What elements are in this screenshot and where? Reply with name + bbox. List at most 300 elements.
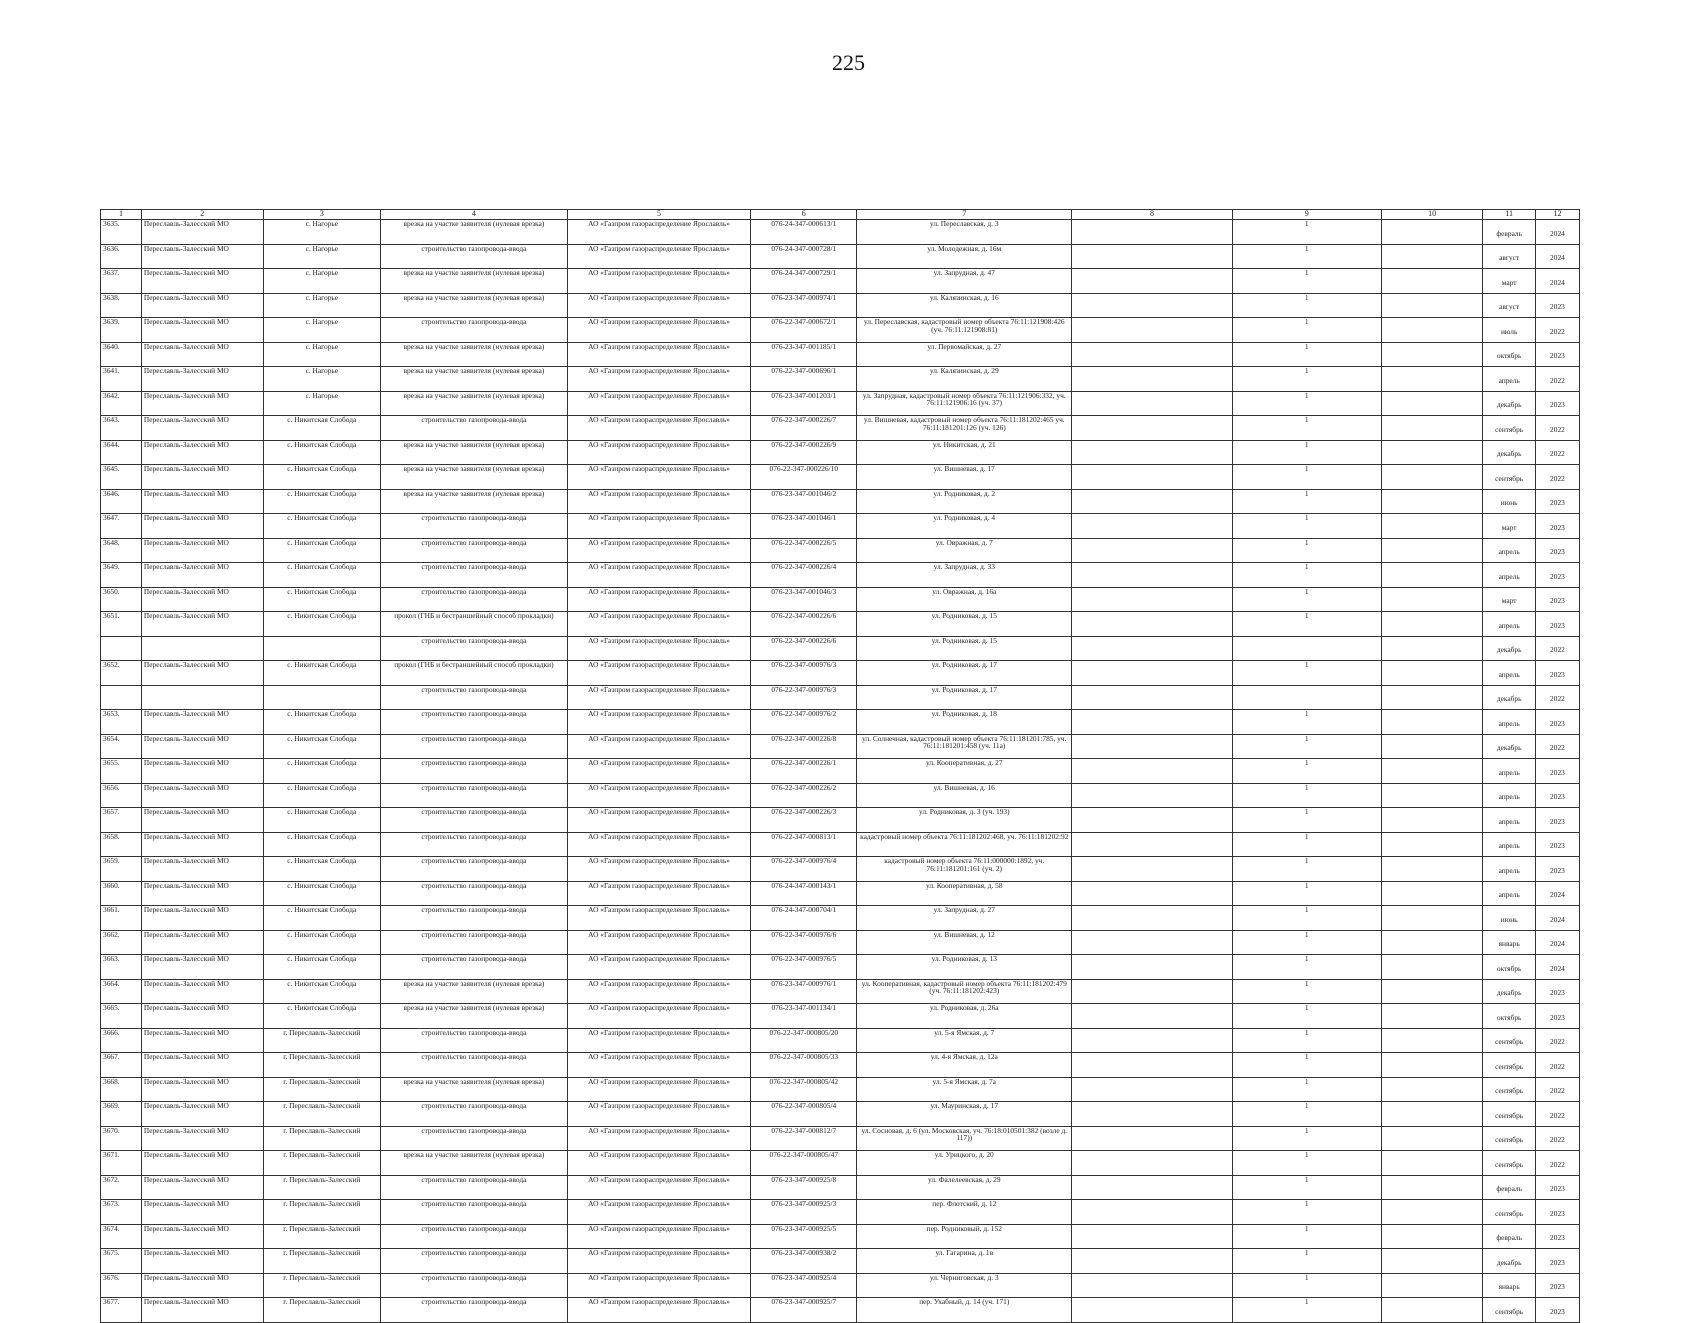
- organization-cell: АО «Газпром газораспределение Ярославль»: [567, 881, 751, 906]
- table-row: [101, 538, 1580, 563]
- quantity-cell: 1: [1232, 1273, 1381, 1298]
- settlement-cell: с. Нагорье: [263, 244, 380, 269]
- organization-cell: АО «Газпром газораспределение Ярославль»: [567, 293, 751, 318]
- municipality-cell: Переславль-Залесский МО: [141, 759, 263, 784]
- organization-cell: АО «Газпром газораспределение Ярославль»: [567, 1102, 751, 1127]
- municipality-cell: Переславль-Залесский МО: [141, 1224, 263, 1249]
- month-cell: сентябрь: [1483, 1126, 1535, 1151]
- work-type-cell: строительство газопровода-ввода: [381, 538, 568, 563]
- quantity-cell: 1: [1232, 881, 1381, 906]
- work-type-cell: врезка на участке заявителя (нулевая врезка): [381, 979, 568, 1004]
- quantity-cell: 1: [1232, 293, 1381, 318]
- organization-cell: АО «Газпром газораспределение Ярославль»: [567, 244, 751, 269]
- table-row: [101, 318, 1580, 343]
- column-10-cell: [1381, 342, 1483, 367]
- column-number: 11: [1483, 210, 1535, 220]
- column-number: 6: [751, 210, 857, 220]
- address-cell: ул. Родниковая, д. 4: [857, 514, 1072, 539]
- organization-cell: АО «Газпром газораспределение Ярославль»: [567, 979, 751, 1004]
- settlement-cell: с. Нагорье: [263, 293, 380, 318]
- column-8-cell: [1072, 1249, 1232, 1274]
- row-number-cell: 3637.: [101, 269, 142, 294]
- settlement-cell: г. Переславль-Залесский: [263, 1102, 380, 1127]
- column-10-cell: [1381, 881, 1483, 906]
- month-cell: июль: [1483, 318, 1535, 343]
- settlement-cell: с. Никитская Слобода: [263, 734, 380, 759]
- quantity-cell: 1: [1232, 1175, 1381, 1200]
- application-code-cell: 076-22-347-000805/4: [751, 1102, 857, 1127]
- application-code-cell: 076-23-347-001046/3: [751, 587, 857, 612]
- row-number-cell: 3663.: [101, 955, 142, 980]
- quantity-cell: 1: [1232, 832, 1381, 857]
- row-number-cell: 3640.: [101, 342, 142, 367]
- address-cell: ул. Запрудная, кадастровый номер объекта 76:11:121906:332, уч. 76:11:121906:16 (уч. 37): [857, 391, 1072, 416]
- month-cell: февраль: [1483, 1175, 1535, 1200]
- work-type-cell: строительство газопровода-ввода: [381, 1028, 568, 1053]
- row-number-cell: 3676.: [101, 1273, 142, 1298]
- column-8-cell: [1072, 440, 1232, 465]
- work-type-cell: строительство газопровода-ввода: [381, 1126, 568, 1151]
- month-cell: февраль: [1483, 220, 1535, 245]
- column-number: 5: [567, 210, 751, 220]
- organization-cell: АО «Газпром газораспределение Ярославль»: [567, 514, 751, 539]
- municipality-cell: Переславль-Залесский МО: [141, 1273, 263, 1298]
- table-row: [101, 906, 1580, 931]
- row-number-cell: 3666.: [101, 1028, 142, 1053]
- column-8-cell: [1072, 783, 1232, 808]
- page-number: 225: [832, 50, 865, 75]
- row-number-cell: 3672.: [101, 1175, 142, 1200]
- application-code-cell: 076-22-347-000226/9: [751, 440, 857, 465]
- quantity-cell: 1: [1232, 220, 1381, 245]
- application-code-cell: 076-22-347-000813/1: [751, 832, 857, 857]
- address-cell: пер. Ухабный, д. 14 (уч. 171): [857, 1298, 1072, 1323]
- year-cell: 2023: [1535, 538, 1579, 563]
- application-code-cell: 076-23-347-000938/2: [751, 1249, 857, 1274]
- organization-cell: АО «Газпром газораспределение Ярославль»: [567, 1151, 751, 1176]
- address-cell: кадастровый номер объекта 76:11:181202:468, уч. 76:11:181202:92: [857, 832, 1072, 857]
- address-cell: ул. Кооперативная, д. 27: [857, 759, 1072, 784]
- column-number: 1: [101, 210, 142, 220]
- column-8-cell: [1072, 906, 1232, 931]
- organization-cell: АО «Газпром газораспределение Ярославль»: [567, 710, 751, 735]
- year-cell: 2023: [1535, 1298, 1579, 1323]
- quantity-cell: 1: [1232, 1298, 1381, 1323]
- settlement-cell: с. Никитская Слобода: [263, 563, 380, 588]
- address-cell: ул. Урицкого, д. 20: [857, 1151, 1072, 1176]
- work-type-cell: строительство газопровода-ввода: [381, 1053, 568, 1078]
- organization-cell: АО «Газпром газораспределение Ярославль»: [567, 367, 751, 392]
- column-10-cell: [1381, 1028, 1483, 1053]
- column-10-cell: [1381, 1077, 1483, 1102]
- column-number: 10: [1381, 210, 1483, 220]
- settlement-cell: с. Нагорье: [263, 391, 380, 416]
- month-cell: декабрь: [1483, 636, 1535, 661]
- year-cell: 2024: [1535, 244, 1579, 269]
- organization-cell: АО «Газпром газораспределение Ярославль»: [567, 1028, 751, 1053]
- column-10-cell: [1381, 244, 1483, 269]
- table-row: [101, 465, 1580, 490]
- organization-cell: АО «Газпром газораспределение Ярославль»: [567, 489, 751, 514]
- column-8-cell: [1072, 857, 1232, 882]
- address-cell: ул. Переславская, кадастровый номер объекта 76:11:121908:426 (уч. 76:11:121908:81): [857, 318, 1072, 343]
- quantity-cell: 1: [1232, 808, 1381, 833]
- column-8-cell: [1072, 269, 1232, 294]
- month-cell: апрель: [1483, 881, 1535, 906]
- quantity-cell: 1: [1232, 612, 1381, 637]
- application-code-cell: 076-22-347-000812/7: [751, 1126, 857, 1151]
- year-cell: 2024: [1535, 269, 1579, 294]
- column-8-cell: [1072, 465, 1232, 490]
- work-type-cell: строительство газопровода-ввода: [381, 734, 568, 759]
- month-cell: апрель: [1483, 857, 1535, 882]
- settlement-cell: г. Переславль-Залесский: [263, 1151, 380, 1176]
- month-cell: апрель: [1483, 710, 1535, 735]
- work-type-cell: строительство газопровода-ввода: [381, 587, 568, 612]
- municipality-cell: [141, 636, 263, 661]
- municipality-cell: Переславль-Залесский МО: [141, 489, 263, 514]
- table-row: [101, 1028, 1580, 1053]
- application-code-cell: 076-22-347-000226/4: [751, 563, 857, 588]
- column-10-cell: [1381, 465, 1483, 490]
- table-row: [101, 930, 1580, 955]
- settlement-cell: с. Никитская Слобода: [263, 857, 380, 882]
- work-type-cell: врезка на участке заявителя (нулевая врезка): [381, 1077, 568, 1102]
- column-8-cell: [1072, 1298, 1232, 1323]
- application-code-cell: 076-22-347-000976/3: [751, 661, 857, 686]
- table-row: [101, 734, 1580, 759]
- column-8-cell: [1072, 587, 1232, 612]
- month-cell: апрель: [1483, 367, 1535, 392]
- row-number-cell: 3647.: [101, 514, 142, 539]
- column-10-cell: [1381, 808, 1483, 833]
- year-cell: 2023: [1535, 1175, 1579, 1200]
- municipality-cell: Переславль-Залесский МО: [141, 1004, 263, 1029]
- municipality-cell: Переславль-Залесский МО: [141, 955, 263, 980]
- year-cell: 2022: [1535, 465, 1579, 490]
- settlement-cell: с. Никитская Слобода: [263, 832, 380, 857]
- address-cell: ул. Вишневая, д. 16: [857, 783, 1072, 808]
- organization-cell: АО «Газпром газораспределение Ярославль»: [567, 636, 751, 661]
- month-cell: апрель: [1483, 783, 1535, 808]
- year-cell: 2023: [1535, 1200, 1579, 1225]
- application-code-cell: 076-23-347-001046/1: [751, 514, 857, 539]
- column-8-cell: [1072, 563, 1232, 588]
- municipality-cell: Переславль-Залесский МО: [141, 612, 263, 637]
- municipality-cell: Переславль-Залесский МО: [141, 1102, 263, 1127]
- application-code-cell: 076-23-347-000925/8: [751, 1175, 857, 1200]
- row-number-cell: 3644.: [101, 440, 142, 465]
- row-number-cell: 3671.: [101, 1151, 142, 1176]
- quantity-cell: [1232, 636, 1381, 661]
- year-cell: 2023: [1535, 587, 1579, 612]
- municipality-cell: Переславль-Залесский МО: [141, 587, 263, 612]
- settlement-cell: с. Никитская Слобода: [263, 1004, 380, 1029]
- application-code-cell: 076-24-347-000728/1: [751, 244, 857, 269]
- settlement-cell: с. Нагорье: [263, 220, 380, 245]
- month-cell: сентябрь: [1483, 1077, 1535, 1102]
- row-number-cell: 3657.: [101, 808, 142, 833]
- address-cell: ул. 5-я Ямская, д. 7: [857, 1028, 1072, 1053]
- quantity-cell: 1: [1232, 1053, 1381, 1078]
- work-type-cell: строительство газопровода-ввода: [381, 857, 568, 882]
- table-row: [101, 220, 1580, 245]
- column-10-cell: [1381, 1004, 1483, 1029]
- application-code-cell: 076-22-347-000226/5: [751, 538, 857, 563]
- table-row: [101, 1298, 1580, 1323]
- organization-cell: АО «Газпром газораспределение Ярославль»: [567, 734, 751, 759]
- year-cell: 2023: [1535, 808, 1579, 833]
- work-type-cell: строительство газопровода-ввода: [381, 1200, 568, 1225]
- address-cell: ул. Запрудная, д. 33: [857, 563, 1072, 588]
- quantity-cell: [1232, 685, 1381, 710]
- application-code-cell: 076-23-347-000925/5: [751, 1224, 857, 1249]
- table-row: [101, 955, 1580, 980]
- year-cell: 2022: [1535, 440, 1579, 465]
- address-cell: ул. Родниковая, д. 26а: [857, 1004, 1072, 1029]
- quantity-cell: 1: [1232, 587, 1381, 612]
- column-number: 9: [1232, 210, 1381, 220]
- municipality-cell: Переславль-Залесский МО: [141, 563, 263, 588]
- column-8-cell: [1072, 489, 1232, 514]
- column-10-cell: [1381, 1151, 1483, 1176]
- municipality-cell: Переславль-Залесский МО: [141, 269, 263, 294]
- organization-cell: АО «Газпром газораспределение Ярославль»: [567, 563, 751, 588]
- table-row: [101, 881, 1580, 906]
- year-cell: 2024: [1535, 906, 1579, 931]
- year-cell: 2022: [1535, 367, 1579, 392]
- municipality-cell: Переславль-Залесский МО: [141, 465, 263, 490]
- work-type-cell: строительство газопровода-ввода: [381, 1224, 568, 1249]
- application-code-cell: 076-22-347-000805/33: [751, 1053, 857, 1078]
- table-row: [101, 563, 1580, 588]
- month-cell: апрель: [1483, 538, 1535, 563]
- month-cell: октябрь: [1483, 955, 1535, 980]
- column-8-cell: [1072, 1151, 1232, 1176]
- organization-cell: АО «Газпром газораспределение Ярославль»: [567, 1273, 751, 1298]
- table-row: [101, 1200, 1580, 1225]
- year-cell: 2024: [1535, 881, 1579, 906]
- work-type-cell: строительство газопровода-ввода: [381, 710, 568, 735]
- application-code-cell: 076-22-347-000976/4: [751, 857, 857, 882]
- municipality-cell: Переславль-Залесский МО: [141, 1053, 263, 1078]
- column-8-cell: [1072, 416, 1232, 441]
- column-8-cell: [1072, 881, 1232, 906]
- table-row: [101, 367, 1580, 392]
- address-cell: ул. Первомайская, д. 27: [857, 342, 1072, 367]
- municipality-cell: Переславль-Залесский МО: [141, 1077, 263, 1102]
- address-cell: ул. Вишневая, кадастровый номер объекта 76:11:181202:465 уч. 76:11:181201:126 (уч. 126): [857, 416, 1072, 441]
- municipality-cell: Переславль-Залесский МО: [141, 857, 263, 882]
- year-cell: 2022: [1535, 734, 1579, 759]
- row-number-cell: 3658.: [101, 832, 142, 857]
- settlement-cell: с. Никитская Слобода: [263, 930, 380, 955]
- address-cell: ул. Родниковая, д. 17: [857, 661, 1072, 686]
- column-8-cell: [1072, 391, 1232, 416]
- column-8-cell: [1072, 1004, 1232, 1029]
- column-10-cell: [1381, 710, 1483, 735]
- year-cell: 2023: [1535, 391, 1579, 416]
- column-10-cell: [1381, 734, 1483, 759]
- address-cell: ул. Овражная, д. 7: [857, 538, 1072, 563]
- organization-cell: АО «Газпром газораспределение Ярославль»: [567, 1126, 751, 1151]
- column-10-cell: [1381, 1126, 1483, 1151]
- column-10-cell: [1381, 416, 1483, 441]
- organization-cell: АО «Газпром газораспределение Ярославль»: [567, 783, 751, 808]
- settlement-cell: с. Никитская Слобода: [263, 881, 380, 906]
- row-number-cell: 3674.: [101, 1224, 142, 1249]
- municipality-cell: Переславль-Залесский МО: [141, 1200, 263, 1225]
- quantity-cell: 1: [1232, 661, 1381, 686]
- table-row: [101, 808, 1580, 833]
- organization-cell: АО «Газпром газораспределение Ярославль»: [567, 538, 751, 563]
- settlement-cell: с. Никитская Слобода: [263, 440, 380, 465]
- address-cell: ул. Родниковая, д. 18: [857, 710, 1072, 735]
- municipality-cell: Переславль-Залесский МО: [141, 293, 263, 318]
- organization-cell: АО «Газпром газораспределение Ярославль»: [567, 1298, 751, 1323]
- quantity-cell: 1: [1232, 710, 1381, 735]
- column-10-cell: [1381, 318, 1483, 343]
- year-cell: 2022: [1535, 318, 1579, 343]
- settlement-cell: с. Никитская Слобода: [263, 612, 380, 637]
- quantity-cell: 1: [1232, 1004, 1381, 1029]
- application-code-cell: 076-22-347-000226/10: [751, 465, 857, 490]
- work-type-cell: строительство газопровода-ввода: [381, 416, 568, 441]
- row-number-cell: 3646.: [101, 489, 142, 514]
- column-8-cell: [1072, 293, 1232, 318]
- organization-cell: АО «Газпром газораспределение Ярославль»: [567, 440, 751, 465]
- settlement-cell: [263, 636, 380, 661]
- column-10-cell: [1381, 269, 1483, 294]
- application-code-cell: 076-23-347-000976/1: [751, 979, 857, 1004]
- quantity-cell: 1: [1232, 1126, 1381, 1151]
- column-8-cell: [1072, 1224, 1232, 1249]
- application-code-cell: 076-24-347-000143/1: [751, 881, 857, 906]
- year-cell: 2023: [1535, 293, 1579, 318]
- quantity-cell: 1: [1232, 979, 1381, 1004]
- month-cell: апрель: [1483, 563, 1535, 588]
- application-code-cell: 076-22-347-000226/7: [751, 416, 857, 441]
- row-number-cell: 3635.: [101, 220, 142, 245]
- address-cell: ул. Овражная, д. 16а: [857, 587, 1072, 612]
- application-code-cell: 076-22-347-000805/20: [751, 1028, 857, 1053]
- table-row: [101, 636, 1580, 661]
- organization-cell: АО «Газпром газораспределение Ярославль»: [567, 587, 751, 612]
- column-8-cell: [1072, 710, 1232, 735]
- row-number-cell: 3660.: [101, 881, 142, 906]
- row-number-cell: 3670.: [101, 1126, 142, 1151]
- row-number-cell: 3639.: [101, 318, 142, 343]
- municipality-cell: Переславль-Залесский МО: [141, 832, 263, 857]
- month-cell: апрель: [1483, 759, 1535, 784]
- year-cell: 2022: [1535, 636, 1579, 661]
- organization-cell: АО «Газпром газораспределение Ярославль»: [567, 930, 751, 955]
- column-8-cell: [1072, 955, 1232, 980]
- work-type-cell: строительство газопровода-ввода: [381, 783, 568, 808]
- settlement-cell: г. Переславль-Залесский: [263, 1175, 380, 1200]
- year-cell: 2023: [1535, 1004, 1579, 1029]
- application-code-cell: 076-22-347-000805/42: [751, 1077, 857, 1102]
- row-number-cell: 3651.: [101, 612, 142, 637]
- quantity-cell: 1: [1232, 465, 1381, 490]
- table-row: [101, 587, 1580, 612]
- organization-cell: АО «Газпром газораспределение Ярославль»: [567, 1053, 751, 1078]
- row-number-cell: 3675.: [101, 1249, 142, 1274]
- quantity-cell: 1: [1232, 1028, 1381, 1053]
- column-10-cell: [1381, 1273, 1483, 1298]
- row-number-cell: 3665.: [101, 1004, 142, 1029]
- work-type-cell: врезка на участке заявителя (нулевая врезка): [381, 269, 568, 294]
- column-8-cell: [1072, 1175, 1232, 1200]
- table-row: [101, 1175, 1580, 1200]
- organization-cell: АО «Газпром газораспределение Ярославль»: [567, 1004, 751, 1029]
- quantity-cell: 1: [1232, 930, 1381, 955]
- table-row: [101, 342, 1580, 367]
- row-number-cell: 3643.: [101, 416, 142, 441]
- month-cell: декабрь: [1483, 440, 1535, 465]
- address-cell: ул. 4-я Ямская, д. 12а: [857, 1053, 1072, 1078]
- work-type-cell: строительство газопровода-ввода: [381, 1175, 568, 1200]
- table-row: [101, 710, 1580, 735]
- row-number-cell: 3648.: [101, 538, 142, 563]
- settlement-cell: с. Никитская Слобода: [263, 465, 380, 490]
- table-row: [101, 514, 1580, 539]
- address-cell: ул. Родниковая, д. 13: [857, 955, 1072, 980]
- settlement-cell: г. Переславль-Залесский: [263, 1053, 380, 1078]
- month-cell: август: [1483, 293, 1535, 318]
- table-row: [101, 269, 1580, 294]
- municipality-cell: Переславль-Залесский МО: [141, 391, 263, 416]
- quantity-cell: 1: [1232, 1249, 1381, 1274]
- year-cell: 2023: [1535, 832, 1579, 857]
- work-type-cell: врезка на участке заявителя (нулевая врезка): [381, 465, 568, 490]
- month-cell: март: [1483, 587, 1535, 612]
- municipality-cell: Переславль-Залесский МО: [141, 220, 263, 245]
- column-10-cell: [1381, 979, 1483, 1004]
- address-cell: ул. Кооперативная, кадастровый номер объекта 76:11:181202:479 (уч. 76:11:181202:423): [857, 979, 1072, 1004]
- month-cell: сентябрь: [1483, 1028, 1535, 1053]
- work-type-cell: прокол (ГНБ и бестраншейный способ прокладки): [381, 612, 568, 637]
- quantity-cell: 1: [1232, 367, 1381, 392]
- work-type-cell: строительство газопровода-ввода: [381, 1102, 568, 1127]
- column-10-cell: [1381, 563, 1483, 588]
- settlement-cell: с. Нагорье: [263, 367, 380, 392]
- address-cell: ул. Родниковая, д. 15: [857, 612, 1072, 637]
- municipality-cell: Переславль-Залесский МО: [141, 734, 263, 759]
- table-row: [101, 1077, 1580, 1102]
- row-number-cell: 3645.: [101, 465, 142, 490]
- address-cell: ул. Гагарина, д. 1в: [857, 1249, 1072, 1274]
- address-cell: ул. Запрудная, д. 27: [857, 906, 1072, 931]
- year-cell: 2023: [1535, 857, 1579, 882]
- column-8-cell: [1072, 1126, 1232, 1151]
- column-10-cell: [1381, 587, 1483, 612]
- application-code-cell: 076-22-347-000226/6: [751, 612, 857, 637]
- quantity-cell: 1: [1232, 538, 1381, 563]
- quantity-cell: 1: [1232, 734, 1381, 759]
- municipality-cell: Переславль-Залесский МО: [141, 881, 263, 906]
- work-type-cell: строительство газопровода-ввода: [381, 930, 568, 955]
- settlement-cell: с. Никитская Слобода: [263, 538, 380, 563]
- year-cell: 2024: [1535, 220, 1579, 245]
- municipality-cell: Переславль-Залесский МО: [141, 538, 263, 563]
- year-cell: 2022: [1535, 1028, 1579, 1053]
- work-type-cell: врезка на участке заявителя (нулевая врезка): [381, 391, 568, 416]
- year-cell: 2022: [1535, 685, 1579, 710]
- month-cell: июнь: [1483, 489, 1535, 514]
- column-8-cell: [1072, 612, 1232, 637]
- year-cell: 2023: [1535, 342, 1579, 367]
